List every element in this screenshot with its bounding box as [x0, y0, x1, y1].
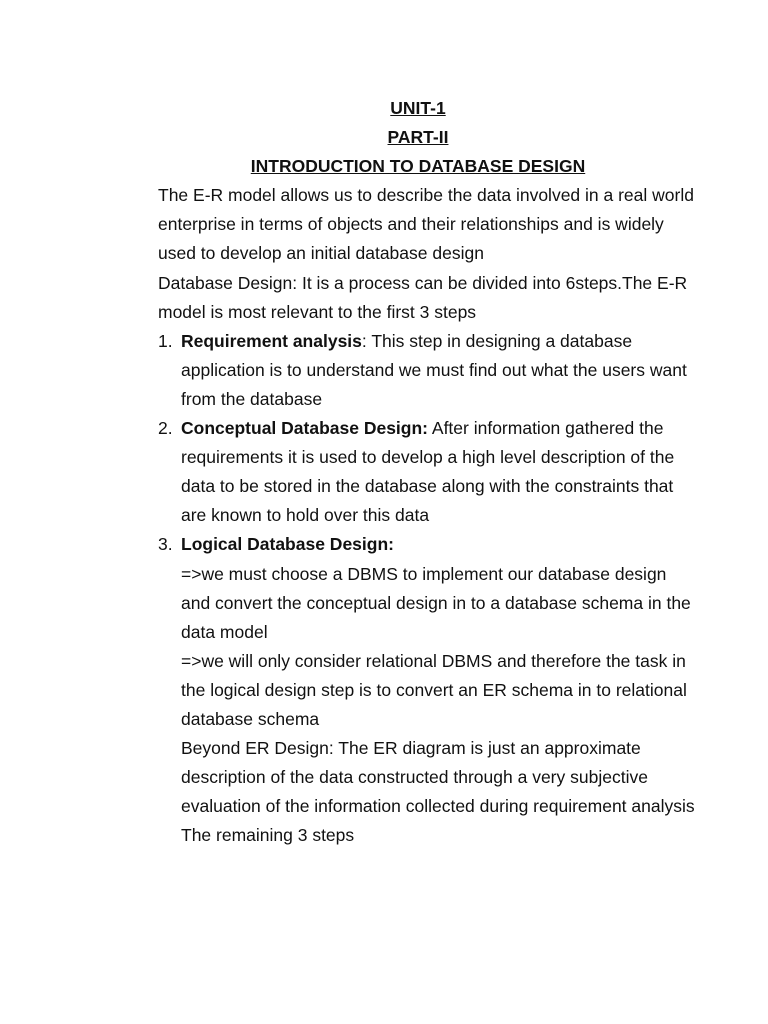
database-design-paragraph: Database Design: It is a process can be divided into 6steps.The E-R model is most relevant to the first 3 steps: [158, 272, 688, 322]
unit-heading: UNIT-1: [390, 98, 446, 118]
list-number: 1.: [158, 330, 173, 351]
list-item: [158, 530, 698, 559]
step-detail: =>we must choose a DBMS to implement our database design and convert the conceptual design in to a database schema in the data model: [181, 563, 691, 642]
list-item: [158, 327, 698, 414]
step-title: Logical Database Design:: [181, 534, 394, 555]
page-title: INTRODUCTION TO DATABASE DESIGN: [250, 156, 586, 177]
list-number: 2.: [158, 418, 173, 439]
step-text: : This step in designing a database application is to understand we must find out what the users want from the database: [181, 330, 687, 409]
step-title: Conceptual Database Design:: [181, 418, 428, 439]
step-detail: The remaining 3 steps: [181, 825, 355, 846]
document-content: [158, 94, 698, 850]
list-number: 3.: [158, 534, 173, 555]
part-heading: PART-II: [387, 127, 449, 148]
intro-paragraph: The E-R model allows us to describe the data involved in a real world enterprise in terms of objects and their relationships and is widely used to develop an initial database design: [158, 185, 694, 264]
step-detail: =>we will only consider relational DBMS and therefore the task in the logical design step is to convert an ER schema in to relational database schema: [181, 650, 687, 729]
list-item: [158, 414, 698, 530]
step-text: After information gathered the requirements it is used to develop a high level description of the data to be stored in the database along with the constraints that are known to hold over this data: [181, 418, 675, 526]
step-title: Requirement analysis: [181, 330, 362, 351]
step-detail: Beyond ER Design: The ER diagram is just an approximate description of the data constructed through a very subjective evaluation of the information collected during requirement analysis: [181, 738, 695, 817]
